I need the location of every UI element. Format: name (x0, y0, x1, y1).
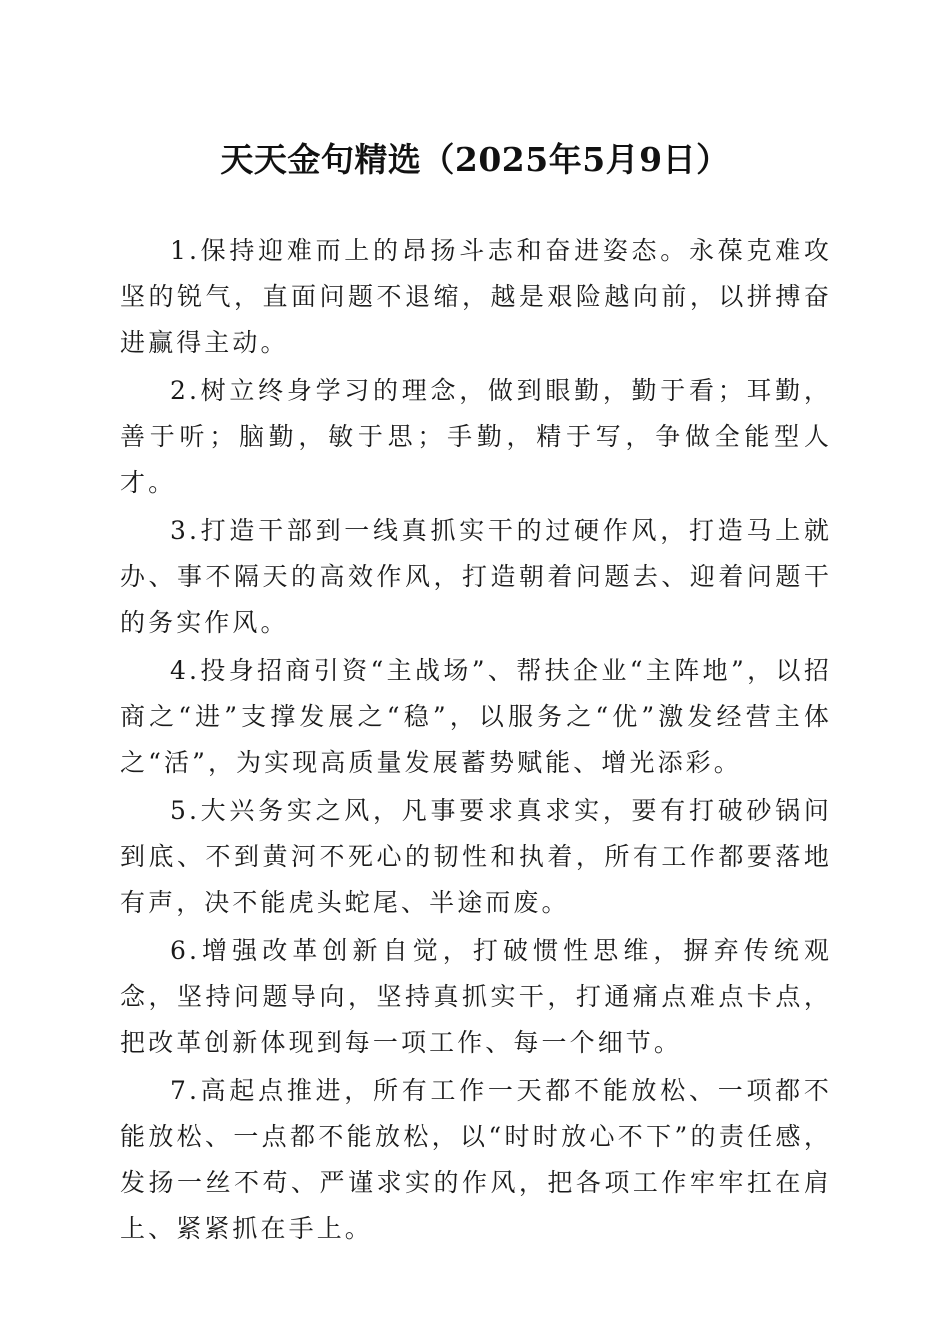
quote-list (120, 228, 832, 1254)
quote-item-1: 1.保持迎难而上的昂扬斗志和奋进姿态。永葆克难攻坚的锐气，直面问题不退缩，越是艰险越向前，以拼搏奋进赢得主动。 (120, 236, 832, 357)
quote-item-2: 2.树立终身学习的理念，做到眼勤，勤于看；耳勤，善于听；脑勤，敏于思；手勤，精于写，争做全能型人才。 (120, 376, 832, 497)
quote-item-6: 6.增强改革创新自觉，打破惯性思维，摒弃传统观念，坚持问题导向，坚持真抓实干，打通痛点难点卡点，把改革创新体现到每一项工作、每一个细节。 (120, 936, 832, 1057)
quote-item-5: 5.大兴务实之风，凡事要求真求实，要有打破砂锅问到底、不到黄河不死心的韧性和执着，所有工作都要落地有声，决不能虎头蛇尾、半途而废。 (120, 796, 832, 917)
quote-item-7: 7.高起点推进，所有工作一天都不能放松、一项都不能放松、一点都不能放松，以“时时放心不下”的责任感，发扬一丝不苟、严谨求实的作风，把各项工作牢牢扛在肩上、紧紧抓在手上。 (120, 1076, 832, 1243)
quote-item-3: 3.打造干部到一线真抓实干的过硬作风，打造马上就办、事不隔天的高效作风，打造朝着问题去、迎着问题干的务实作风。 (120, 516, 832, 637)
quote-item-4: 4.投身招商引资“主战场”、帮扶企业“主阵地”，以招商之“进”支撑发展之“稳”，以服务之“优”激发经营主体之“活”，为实现高质量发展蓄势赋能、增光添彩。 (120, 656, 832, 777)
page-title: 天天金句精选（2025年5月9日） (220, 140, 730, 179)
